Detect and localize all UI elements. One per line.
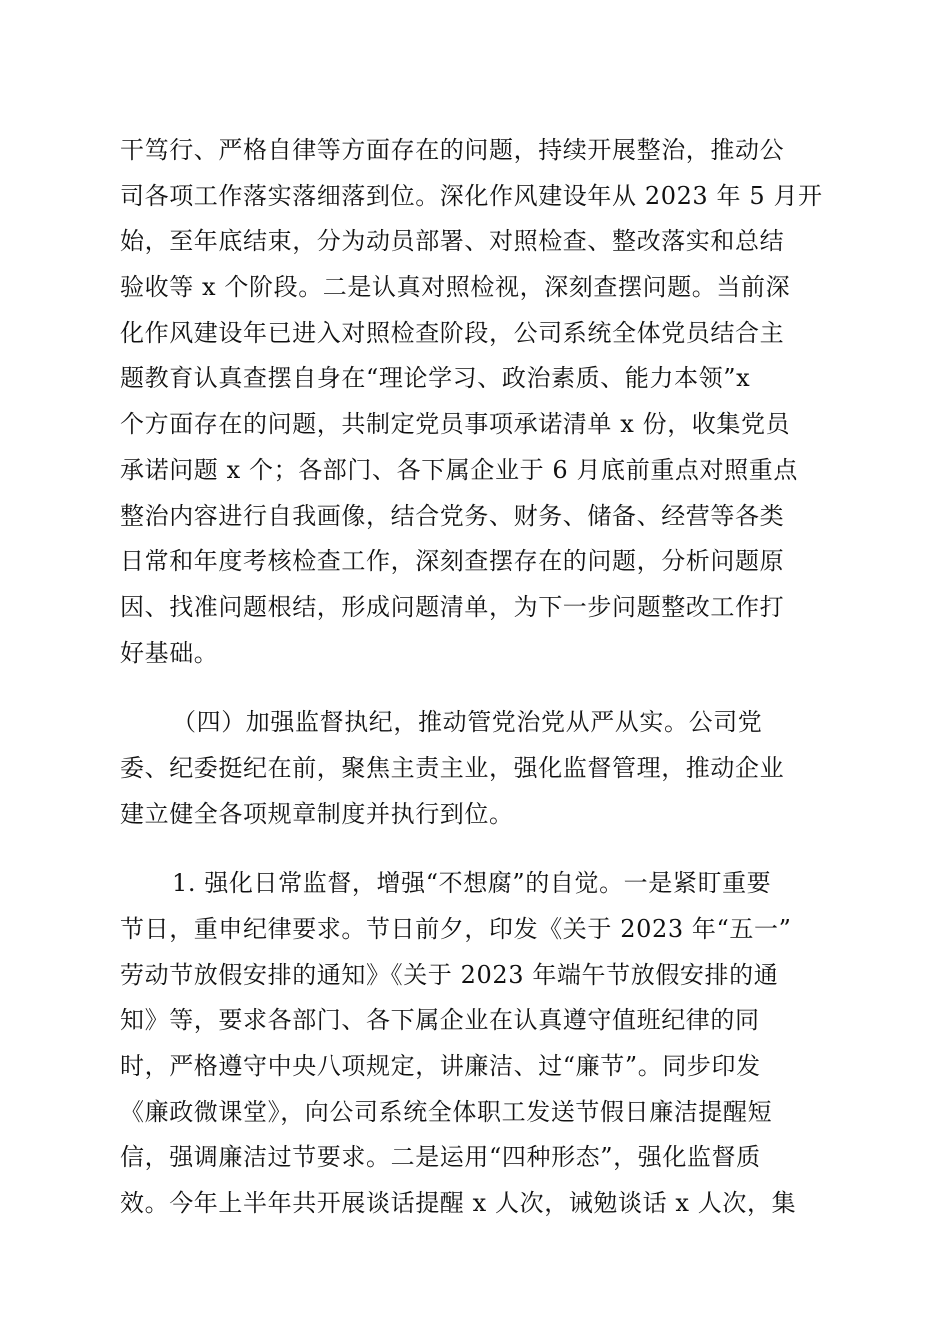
text-line: 知》等，要求各部门、各下属企业在认真遵守值班纪律的同 xyxy=(120,1006,760,1035)
paragraph-3 xyxy=(120,861,832,1227)
text-line: 化作风建设年已进入对照检查阶段，公司系统全体党员结合主 xyxy=(120,318,785,347)
paragraph-2 xyxy=(120,700,832,837)
text-line: 验收等 x 个阶段。二是认真对照检视，深刻查摆问题。当前深 xyxy=(120,273,791,302)
text-line: 1. 强化日常监督，增强“不想腐”的自觉。一是紧盯重要 xyxy=(172,869,772,898)
text-line: 因、找准问题根结，形成问题清单，为下一步问题整改工作打 xyxy=(120,592,785,621)
text-line: 《廉政微课堂》，向公司系统全体职工发送节假日廉洁提醒短 xyxy=(120,1097,773,1126)
text-line: 个方面存在的问题，共制定党员事项承诺清单 x 份，收集党员 xyxy=(120,410,791,439)
text-line: 日常和年度考核检查工作，深刻查摆存在的问题，分析问题原 xyxy=(120,547,785,576)
text-line: 司各项工作落实落细落到位。深化作风建设年从 2023 年 5 月开 xyxy=(120,181,823,210)
paragraph-1 xyxy=(120,128,832,676)
text-line: 干笃行、严格自律等方面存在的问题，持续开展整治，推动公 xyxy=(120,136,785,164)
text-line: 劳动节放假安排的通知》《关于 2023 年端午节放假安排的通 xyxy=(120,960,779,989)
text-line: 建立健全各项规章制度并执行到位。 xyxy=(120,799,514,828)
text-line: 题教育认真查摆自身在“理论学习、政治素质、能力本领”x xyxy=(120,364,751,393)
text-line: 委、纪委挺纪在前，聚焦主责主业，强化监督管理，推动企业 xyxy=(120,753,785,782)
text-line: 效。今年上半年共开展谈话提醒 x 人次，诫勉谈话 x 人次，集 xyxy=(120,1189,797,1218)
paragraph-spacer xyxy=(120,676,832,700)
text-line: 好基础。 xyxy=(120,638,219,667)
text-line: （四）加强监督执纪，推动管党治党从严从实。公司党 xyxy=(172,708,763,737)
text-line: 信，强调廉洁过节要求。二是运用“四种形态”，强化监督质 xyxy=(120,1143,761,1172)
text-line: 始，至年底结束，分为动员部署、对照检查、整改落实和总结 xyxy=(120,227,785,256)
text-line: 时，严格遵守中央八项规定，讲廉洁、过“廉节”。同步印发 xyxy=(120,1052,761,1081)
text-line: 整治内容进行自我画像，结合党务、财务、储备、经营等各类 xyxy=(120,501,785,530)
text-line: 节日，重申纪律要求。节日前夕，印发《关于 2023 年“五一” xyxy=(120,915,792,943)
paragraph-spacer xyxy=(120,837,832,861)
document-body xyxy=(120,128,832,1227)
text-line: 承诺问题 x 个；各部门、各下属企业于 6 月底前重点对照重点 xyxy=(120,455,798,484)
